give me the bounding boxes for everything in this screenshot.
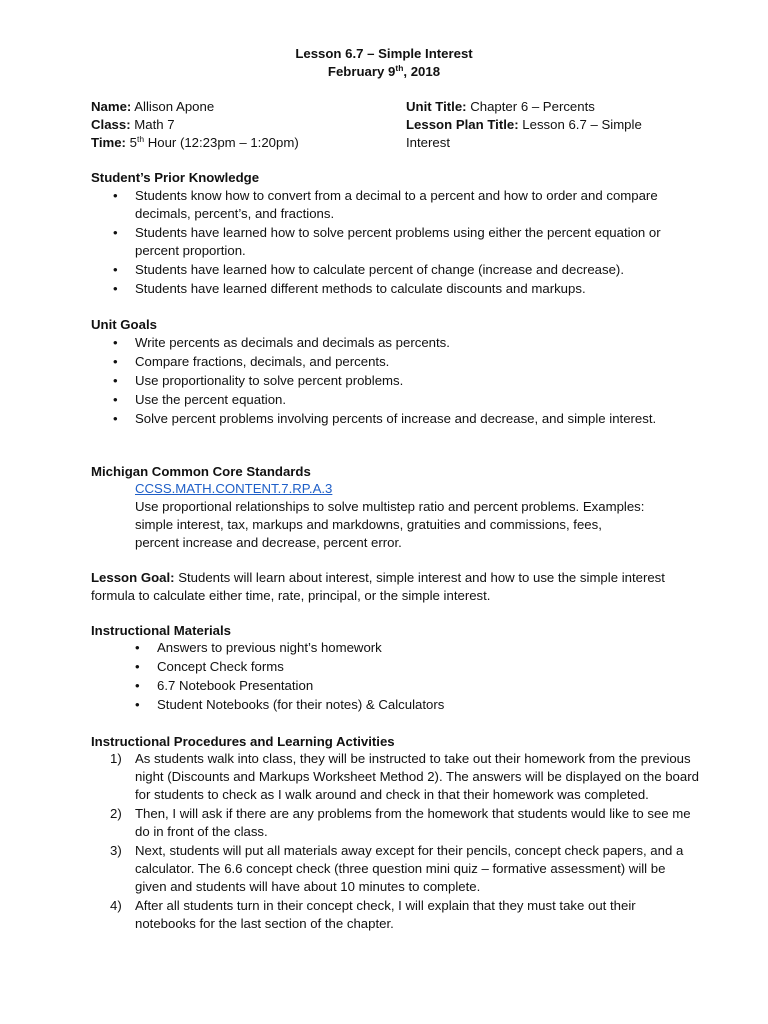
name-label: Name: [91, 99, 132, 114]
class-value: Math 7 [134, 117, 175, 132]
list-item: • Students have learned how to solve percent problems using either the percent equation or percent proportion. [113, 225, 661, 258]
list-item: • Use proportionality to solve percent problems. [113, 373, 404, 388]
unit-goals-list [110, 334, 670, 429]
unit-goals-heading: Unit Goals [91, 317, 157, 332]
list-item: 4) After all students turn in their concept check, I will explain that they must take out their notebooks for the last section of the chapter. [110, 898, 636, 931]
procedures-list [110, 750, 700, 934]
list-item: 2) Then, I will ask if there are any problems from the homework that students would like to see me do in front of the class. [110, 806, 691, 839]
time-value: 5th Hour (12:23pm – 1:20pm) [129, 134, 299, 150]
procedures-heading: Instructional Procedures and Learning Activities [91, 734, 395, 749]
list-item: 3) Next, students will put all materials away except for their pencils, concept check papers, and a calculator. The 6.6 concept check (three question mini quiz – formative assessment) will be given and students will have about 10 minutes to complete. [110, 843, 684, 894]
list-item: • Students have learned how to calculate percent of change (increase and decrease). [113, 262, 624, 277]
time-line [91, 134, 299, 152]
list-item: • Students know how to convert from a decimal to a percent and how to order and compare decimals, percent’s, and fractions. [113, 188, 658, 221]
time-label: Time: [91, 135, 126, 150]
bullet-icon: • [135, 659, 140, 674]
lesson-goal-text: Students will learn about interest, simple interest and how to use the simple interest formula to calculate either time, rate, principal, or the simple interest. [91, 570, 665, 603]
list-item: 1) As students walk into class, they will be instructed to take out their homework from the previous night (Discounts and Markups Worksheet Method 2). The answers will be displayed on the board for students to check as I walk around and check in that their homework was completed. [110, 751, 699, 802]
lesson-goal-label: Lesson Goal: [91, 570, 175, 585]
item-number: 1) [110, 751, 122, 766]
list-item: • Students have learned different methods to calculate discounts and markups. [113, 281, 586, 296]
lesson-plan-title-value: Lesson 6.7 – Simple [522, 117, 642, 132]
bullet-icon: • [113, 373, 118, 388]
list-item: • Compare fractions, decimals, and percents. [113, 354, 390, 369]
lesson-plan-title-continuation: Interest [406, 135, 450, 150]
class-label: Class: [91, 117, 131, 132]
bullet-icon: • [113, 354, 118, 369]
bullet-icon: • [135, 640, 140, 655]
name-line [91, 98, 214, 116]
unit-title-value: Chapter 6 – Percents [470, 99, 595, 114]
list-item: • Answers to previous night’s homework [135, 640, 382, 655]
prior-knowledge-heading: Student’s Prior Knowledge [91, 170, 260, 185]
bullet-icon: • [113, 262, 118, 277]
prior-knowledge-list [110, 187, 670, 299]
list-item: • Write percents as decimals and decimals as percents. [113, 335, 450, 350]
standard-link[interactable]: CCSS.MATH.CONTENT.7.RP.A.3 [135, 481, 333, 496]
bullet-icon: • [113, 225, 118, 240]
bullet-icon: • [113, 281, 118, 296]
unit-title-line [406, 98, 595, 116]
list-item: • Concept Check forms [135, 659, 284, 674]
lesson-goal [91, 569, 681, 605]
lesson-plan-title-label: Lesson Plan Title: [406, 117, 519, 132]
class-line [91, 116, 175, 134]
list-item: • Student Notebooks (for their notes) & Calculators [135, 697, 445, 712]
bullet-icon: • [113, 392, 118, 407]
list-item: • 6.7 Notebook Presentation [135, 678, 314, 693]
bullet-icon: • [135, 697, 140, 712]
standard-description: Use proportional relationships to solve multistep ratio and percent problems. Examples: simple interest, tax, markups and markdowns, gratuities and commissions, fees, percent increase and decrease, percent error. [135, 499, 645, 550]
bullet-icon: • [135, 678, 140, 693]
bullet-icon: • [113, 335, 118, 350]
document-date: February 9th, 2018 [327, 63, 441, 79]
unit-title-label: Unit Title: [406, 99, 467, 114]
item-number: 4) [110, 898, 122, 913]
name-value: Allison Apone [134, 99, 215, 114]
list-item: • Solve percent problems involving percents of increase and decrease, and simple interest. [113, 411, 657, 426]
materials-list [132, 639, 672, 715]
materials-heading: Instructional Materials [91, 623, 231, 638]
item-number: 3) [110, 843, 122, 858]
bullet-icon: • [113, 188, 118, 203]
bullet-icon: • [113, 411, 118, 426]
list-item: • Use the percent equation. [113, 392, 287, 407]
document-title: Lesson 6.7 – Simple Interest [295, 46, 473, 61]
standards-heading: Michigan Common Core Standards [91, 464, 311, 479]
item-number: 2) [110, 806, 122, 821]
lesson-plan-title-line [406, 116, 642, 134]
